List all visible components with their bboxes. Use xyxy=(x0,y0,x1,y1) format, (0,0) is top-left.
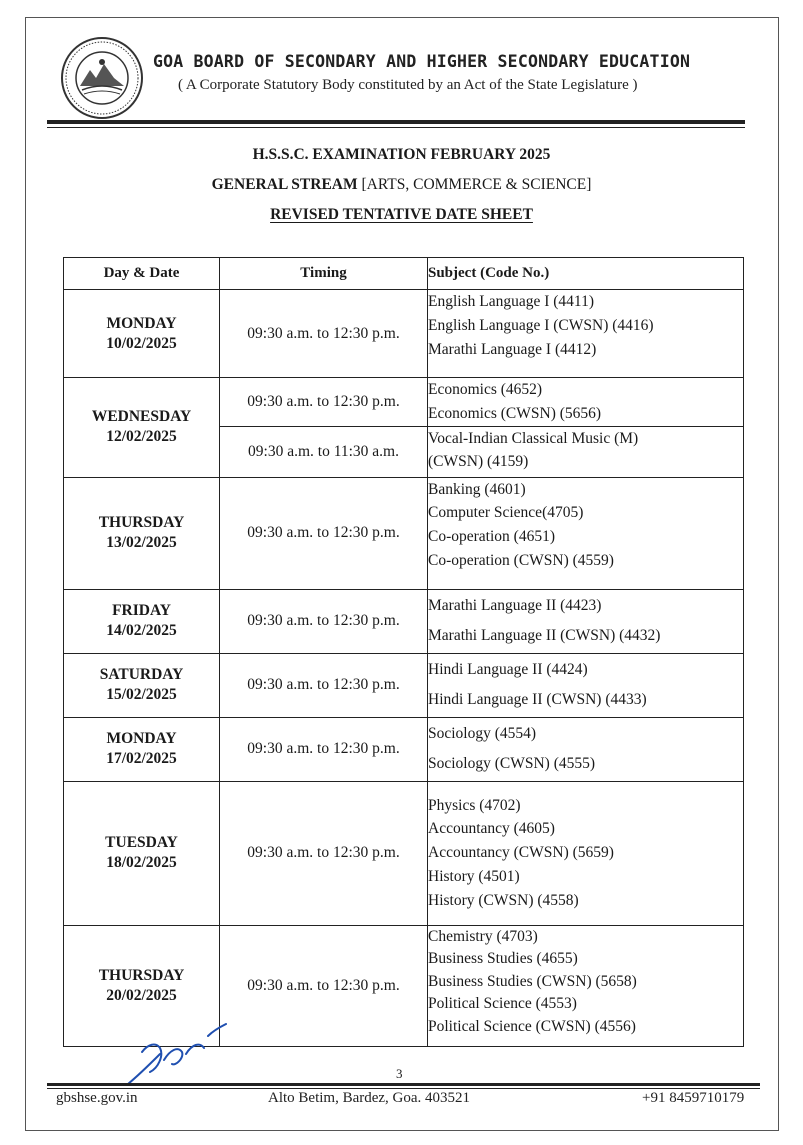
subject-entry: Marathi Language II (CWSN) (4432) xyxy=(428,627,661,645)
timing-cell: 09:30 a.m. to 12:30 p.m. xyxy=(220,378,428,427)
subject-entry: Accountancy (4605) xyxy=(428,820,555,838)
subject-entry: Business Studies (CWSN) (5658) xyxy=(428,972,637,990)
header-rule-thin xyxy=(47,127,745,128)
day-name: WEDNESDAY xyxy=(91,408,192,426)
exam-date: 20/02/2025 xyxy=(106,986,177,1004)
day-date-cell xyxy=(64,781,220,925)
subject-cell xyxy=(428,290,744,378)
subject-entry: Economics (CWSN) (5656) xyxy=(428,404,602,422)
subject-entry: Physics (4702) xyxy=(428,796,521,814)
footer-rule-thin xyxy=(47,1088,760,1089)
day-name: THURSDAY xyxy=(98,966,185,984)
header-rule xyxy=(47,120,745,124)
day-name: MONDAY xyxy=(106,314,177,332)
day-name: THURSDAY xyxy=(98,514,185,532)
exam-date: 12/02/2025 xyxy=(106,428,177,446)
subject-cell xyxy=(428,589,744,653)
subject-cell xyxy=(428,925,744,1046)
day-date-cell xyxy=(64,717,220,781)
subject-entry: (CWSN) (4159) xyxy=(428,453,529,471)
footer-address: Alto Betim, Bardez, Goa. 403521 xyxy=(268,1090,471,1106)
day-date-cell xyxy=(64,477,220,589)
subject-entry: Accountancy (CWSN) (5659) xyxy=(428,844,614,862)
exam-date: 17/02/2025 xyxy=(106,750,177,768)
subject-cell xyxy=(428,653,744,717)
signature-mark xyxy=(120,1014,230,1090)
subject-entry: Business Studies (4655) xyxy=(428,950,578,968)
timing-cell: 09:30 a.m. to 12:30 p.m. xyxy=(220,290,428,378)
footer-website: gbshse.gov.in xyxy=(56,1090,138,1106)
subject-entry: Economics (4652) xyxy=(428,381,543,398)
subject-entry: Hindi Language II (CWSN) (4433) xyxy=(428,691,647,709)
page-number: 3 xyxy=(396,1066,403,1081)
subject-entry: Banking (4601) xyxy=(428,480,526,498)
subject-entry: Sociology (CWSN) (4555) xyxy=(428,755,596,773)
exam-title: H.S.S.C. EXAMINATION FEBRUARY 2025 xyxy=(252,146,551,163)
table-row xyxy=(64,781,744,925)
table-row xyxy=(64,290,744,378)
exam-date: 15/02/2025 xyxy=(106,686,177,704)
subject-entry: Political Science (4553) xyxy=(428,995,577,1013)
exam-date: 13/02/2025 xyxy=(106,534,177,552)
subject-entry: English Language I (4411) xyxy=(428,293,595,310)
day-name: TUESDAY xyxy=(105,834,178,852)
day-name: FRIDAY xyxy=(112,602,171,620)
subject-cell xyxy=(428,477,744,589)
subject-entry: History (4501) xyxy=(428,867,520,885)
subject-entry: Hindi Language II (4424) xyxy=(428,661,588,679)
subject-entry: History (CWSN) (4558) xyxy=(428,891,579,909)
subject-cell xyxy=(428,426,744,477)
subject-entry: English Language I (CWSN) (4416) xyxy=(428,316,654,334)
footer-rule xyxy=(47,1083,760,1086)
stream-branches: [ARTS, COMMERCE & SCIENCE] xyxy=(357,176,592,193)
table-row xyxy=(64,653,744,717)
day-date-cell xyxy=(64,378,220,478)
board-seal-icon xyxy=(60,36,144,120)
day-name: MONDAY xyxy=(106,730,177,748)
subject-entry: Sociology (4554) xyxy=(428,725,537,743)
stream-name: GENERAL STREAM xyxy=(211,176,358,193)
table-row xyxy=(64,378,744,427)
subject-entry: Marathi Language II (4423) xyxy=(428,597,602,615)
board-name: GOA BOARD OF SECONDARY AND HIGHER SECONDARY EDUCATION xyxy=(153,52,691,71)
table-row xyxy=(64,717,744,781)
subject-entry: Marathi Language I (4412) xyxy=(428,340,597,358)
subject-entry: Co-operation (CWSN) (4559) xyxy=(428,551,614,569)
subject-entry: Vocal-Indian Classical Music (M) xyxy=(428,429,639,447)
date-sheet-title: REVISED TENTATIVE DATE SHEET xyxy=(270,206,533,223)
day-date-cell xyxy=(64,290,220,378)
timing-cell: 09:30 a.m. to 12:30 p.m. xyxy=(220,589,428,653)
timing-cell: 09:30 a.m. to 12:30 p.m. xyxy=(220,653,428,717)
subject-cell xyxy=(428,717,744,781)
timing-cell: 09:30 a.m. to 12:30 p.m. xyxy=(220,925,428,1046)
subject-cell xyxy=(428,781,744,925)
subject-entry: Co-operation (4651) xyxy=(428,528,555,546)
day-date-cell xyxy=(64,653,220,717)
table-row xyxy=(64,589,744,653)
col-subject: Subject (Code No.) xyxy=(428,258,744,290)
stream-title xyxy=(0,176,803,194)
col-day-date: Day & Date xyxy=(64,258,220,290)
timing-cell: 09:30 a.m. to 12:30 p.m. xyxy=(220,477,428,589)
col-timing: Timing xyxy=(220,258,428,290)
exam-date: 10/02/2025 xyxy=(106,334,177,352)
subject-cell xyxy=(428,378,744,427)
timing-cell: 09:30 a.m. to 11:30 a.m. xyxy=(220,426,428,477)
timing-cell: 09:30 a.m. to 12:30 p.m. xyxy=(220,717,428,781)
subject-entry: Chemistry (4703) xyxy=(428,927,538,945)
footer-phone: +91 8459710179 xyxy=(642,1090,745,1106)
day-date-cell xyxy=(64,589,220,653)
date-sheet-table xyxy=(63,257,744,1047)
day-name: SATURDAY xyxy=(99,666,184,684)
exam-date: 14/02/2025 xyxy=(106,622,177,640)
table-row xyxy=(64,477,744,589)
board-subtitle: ( A Corporate Statutory Body constituted by an Act of the State Legislature ) xyxy=(178,77,638,93)
table-header-row xyxy=(64,258,744,290)
timing-cell: 09:30 a.m. to 12:30 p.m. xyxy=(220,781,428,925)
exam-date: 18/02/2025 xyxy=(106,854,177,872)
subject-entry: Computer Science(4705) xyxy=(428,504,584,522)
subject-entry: Political Science (CWSN) (4556) xyxy=(428,1017,636,1035)
